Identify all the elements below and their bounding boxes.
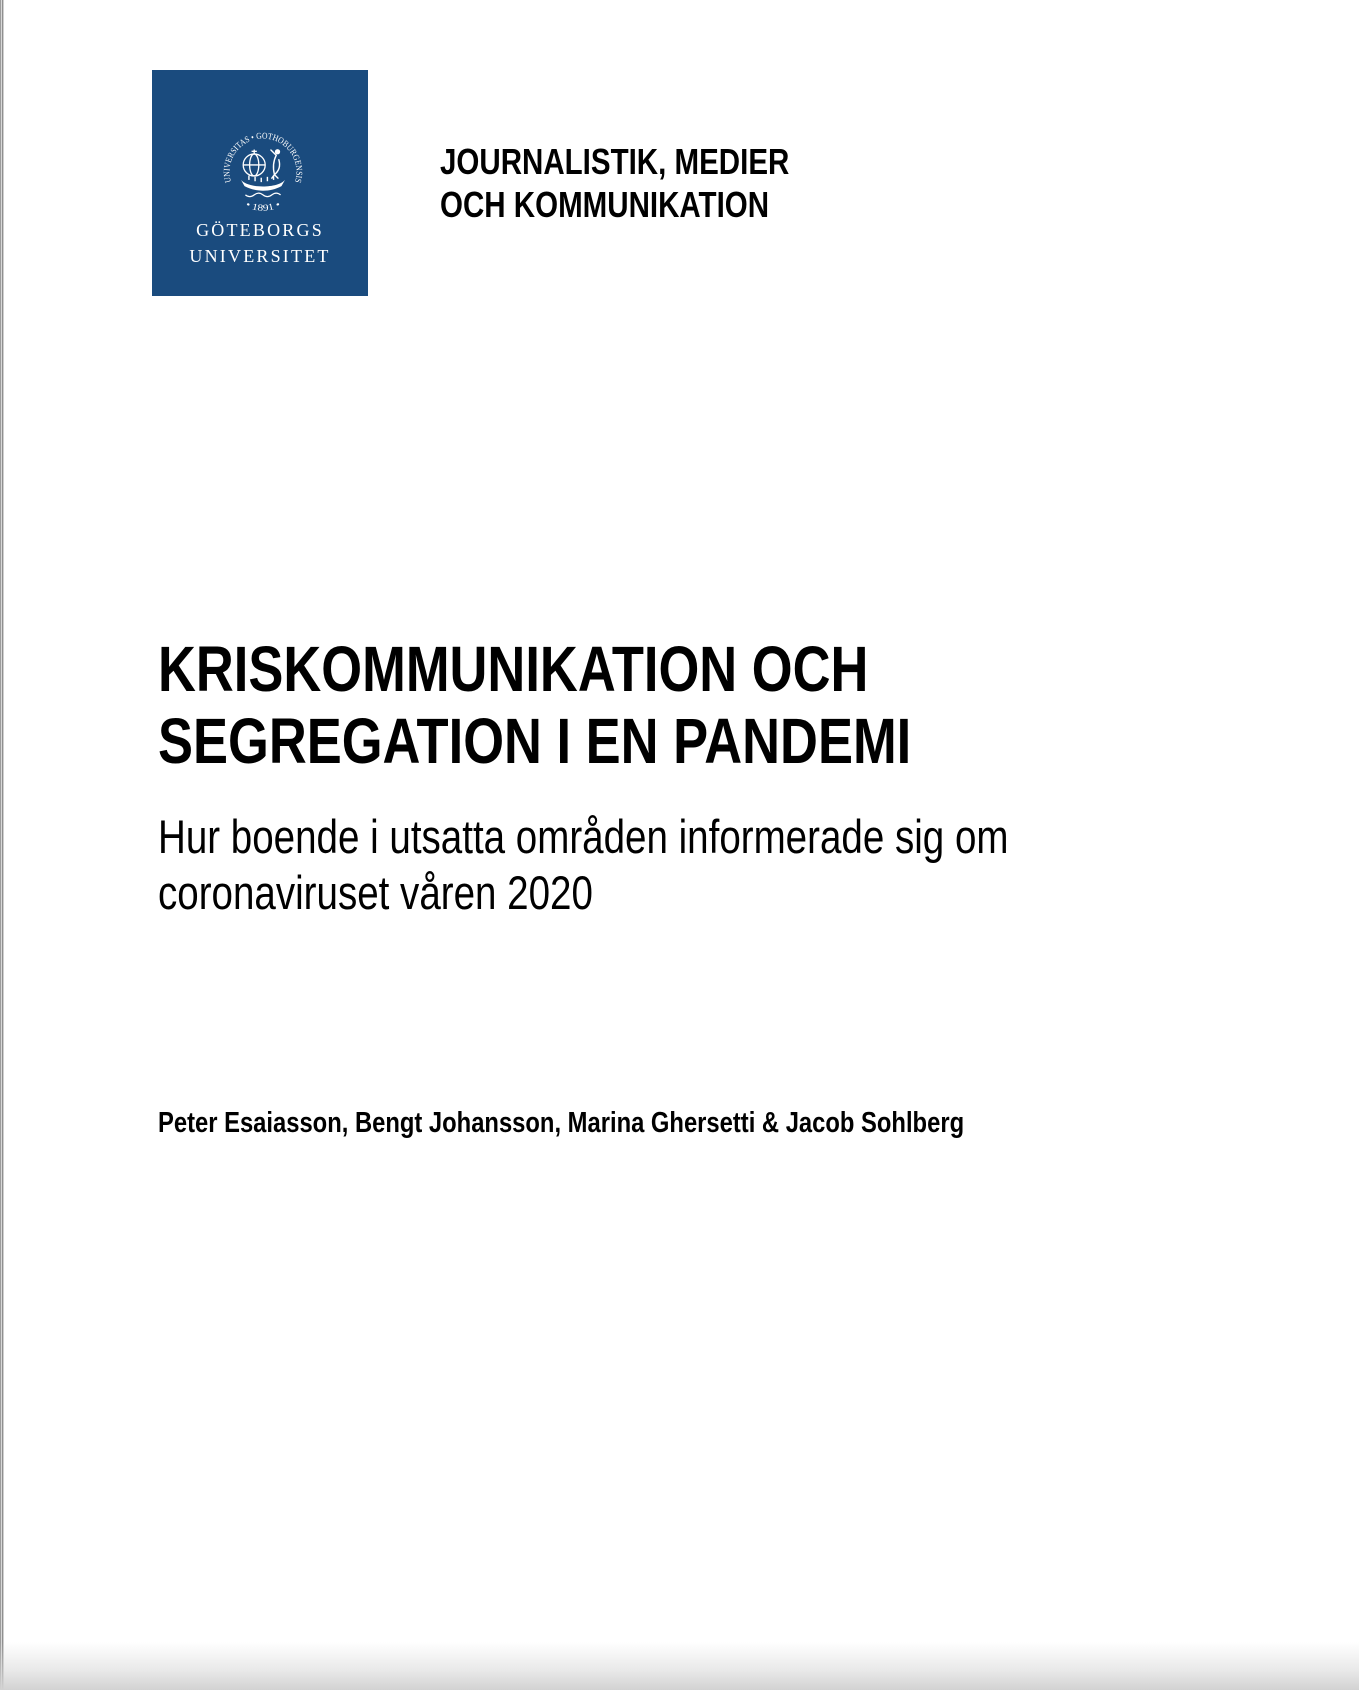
report-title: [158, 633, 1077, 777]
report-title-line2: SEGREGATION I EN PANDEMI: [158, 705, 912, 777]
authors-line: Peter Esaiasson, Bengt Johansson, Marina Ghersetti & Jacob Sohlberg: [158, 1107, 965, 1139]
page-bottom-shadow: [0, 1642, 1359, 1690]
department-name-line2: OCH KOMMUNIKATION: [440, 184, 770, 225]
university-name-line1: GÖTEBORGS: [196, 220, 324, 240]
seal-ring-text-bottom: • 1891 •: [244, 199, 281, 213]
university-seal: [219, 128, 307, 216]
department-name-line1: JOURNALISTIK, MEDIER: [440, 141, 790, 182]
page-edge-strip: [0, 0, 5, 1690]
department-name: [440, 140, 866, 226]
university-name-line2: UNIVERSITET: [189, 246, 331, 266]
report-title-line1: KRISKOMMUNIKATION OCH: [158, 633, 869, 705]
seal-ring-text-top: UNIVERSITAS • GOTHOBURGENSIS: [221, 130, 305, 185]
report-subtitle-line2: coronaviruset våren 2020: [158, 866, 593, 919]
seal-globe-icon: [243, 150, 265, 176]
seal-lion-icon: [271, 149, 280, 178]
university-logo: [152, 70, 368, 296]
report-subtitle-line1: Hur boende i utsatta områden informerade sig om: [158, 810, 1009, 863]
report-subtitle: [158, 809, 1195, 921]
